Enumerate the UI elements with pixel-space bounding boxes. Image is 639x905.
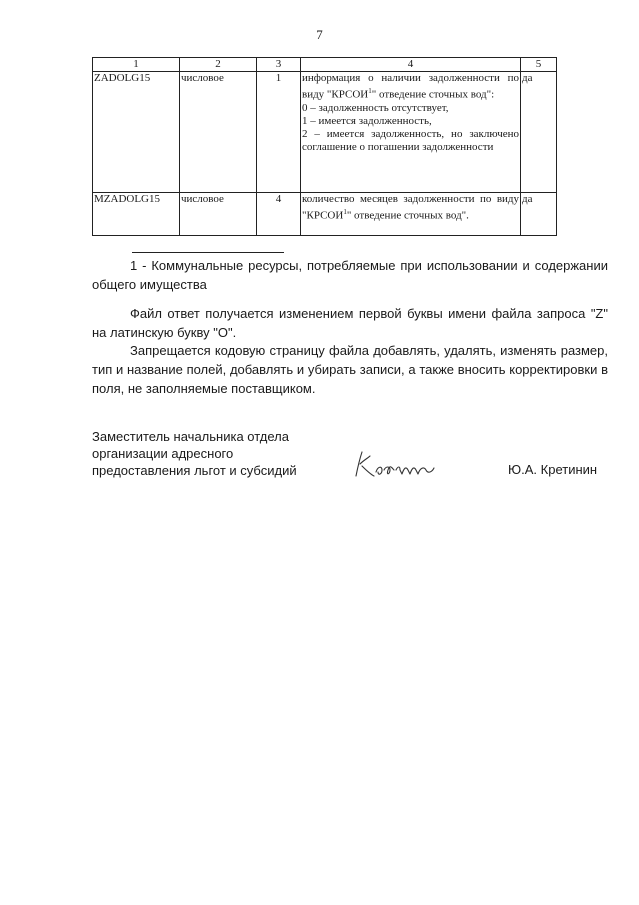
paragraph-response-file: Файл ответ получается изменением первой буквы имени файла запроса "Z" на латинскую букву "O". (92, 306, 608, 340)
position-line: Заместитель начальника отдела (92, 429, 289, 444)
paragraph-restrictions: Запрещается кодовую страницу файла добавлять, удалять, изменять размер, тип и название полей, добавлять и убирать записи, а также вносить корректировки в поля, не заполняемые поставщиком. (92, 343, 608, 396)
position-line: предоставления льгот и субсидий (92, 463, 297, 478)
column-header-1: 1 (93, 58, 180, 72)
field-name-cell: MZADOLG15 (93, 193, 180, 236)
field-description-cell (301, 193, 521, 236)
column-header-3: 3 (257, 58, 301, 72)
column-header-5: 5 (521, 58, 557, 72)
footnote-ref: 1 (368, 87, 372, 95)
footnote-separator (132, 252, 284, 253)
field-name-cell: ZADOLG15 (93, 72, 180, 193)
field-description-cell (301, 72, 521, 193)
field-required-cell: да (521, 193, 557, 236)
field-length-cell: 1 (257, 72, 301, 193)
field-length-cell: 4 (257, 193, 301, 236)
position-line: организации адресного (92, 446, 234, 461)
signatory-position (92, 428, 297, 479)
table-row (93, 193, 557, 236)
handwritten-signature (350, 446, 450, 486)
footnote-ref: 1 (343, 208, 347, 216)
footnote-text: 1 - Коммунальные ресурсы, потребляемые при использовании и содержании общего имущества (92, 258, 608, 292)
column-header-2: 2 (180, 58, 257, 72)
description-text: " отведение сточных вод". (346, 209, 469, 222)
field-required-cell: да (521, 72, 557, 193)
description-text: " отведение сточных вод": (371, 88, 495, 101)
field-type-cell: числовое (180, 193, 257, 236)
description-text: информация о наличии задолженности по виду "КРСОИ (302, 72, 519, 101)
fields-table (92, 57, 557, 236)
description-line (302, 72, 519, 102)
description-line: 1 – имеется задолженность, (302, 114, 432, 127)
description-text: количество месяцев задолженности по виду "КРСОИ (302, 193, 519, 222)
signatory-name: Ю.А. Кретинин (508, 462, 598, 477)
description-line: 0 – задолженность отсутствует, (302, 101, 449, 114)
page-number: 7 (316, 27, 323, 42)
column-header-4: 4 (301, 58, 521, 72)
description-line: 2 – имеется задолженность, но заключено соглашение о погашении задолженности (302, 127, 519, 153)
table-row (93, 72, 557, 193)
field-type-cell: числовое (180, 72, 257, 193)
table-header-row (93, 58, 557, 72)
